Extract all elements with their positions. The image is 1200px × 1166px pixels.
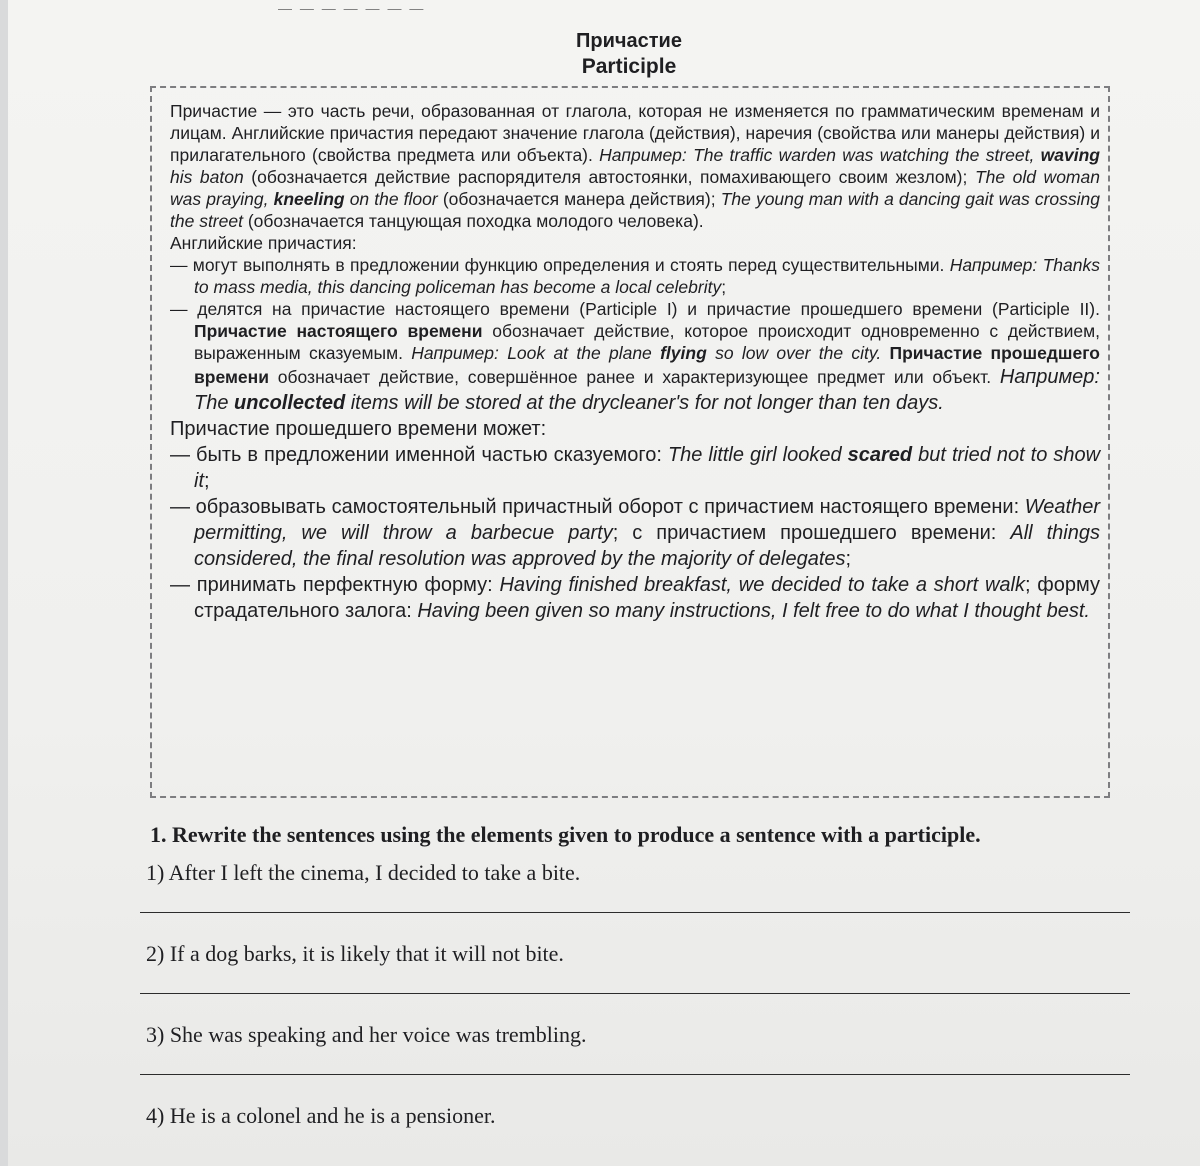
list-item-types: — делятся на причастие настоящего времени (Participle I) и причастие прошедшего времени (Participle II). Причастие настоящего времени обозначает действие, которое происходит одновременно с действием, выраженным сказуемым. Например: Look at the plane flying so low over the city. Причастие прошедшего времени обозначает действие, совершённое ранее и характеризующее предмет или объект. Например: The uncollected items will be stored at the drycleaner's for not longer than ten days.	[170, 299, 1100, 414]
exercise-item-3: 3) She was speaking and her voice was trembling.	[146, 1022, 587, 1047]
cut-off-header-text: — — — — — — —	[278, 0, 426, 16]
list-item-absolute: — образовывать самостоятельный причастный оборот с причастием настоящего времени: Weather permitting, we will throw a barbecue party; с причастием прошедшего времени: All things considered, the final resolution was approved by the majority of delegates;	[170, 496, 1100, 570]
page-title-en: Participle	[581, 55, 677, 78]
list-item-perfect: — принимать перфектную форму: Having finished breakfast, we decided to take a short walk; форму страдательного залога: Having been given so many instructions, I felt free to do what I thought best.	[170, 574, 1100, 622]
exercise-item-2: 2) If a dog barks, it is likely that it will not bite.	[146, 941, 564, 966]
answer-line-3[interactable]	[140, 1050, 1130, 1075]
participles-heading: Английские причастия:	[170, 233, 357, 253]
list-item-predicate: — быть в предложении именной частью сказуемого: The little girl looked scared but tried not to show it;	[170, 444, 1101, 492]
exercise-section	[140, 822, 1130, 1131]
exercise-item-1: 1) After I left the cinema, I decided to take a bite.	[146, 860, 581, 885]
list-item-attribute: — могут выполнять в предложении функцию определения и стоять перед существительными. Например: Thanks to mass media, this dancing policeman has become a local celebrity;	[170, 255, 1100, 297]
answer-line-2[interactable]	[140, 969, 1130, 994]
answer-line-1[interactable]	[140, 888, 1130, 913]
exercise-item-4: 4) He is a colonel and he is a pensioner.	[146, 1103, 496, 1128]
theory-text	[170, 100, 1100, 624]
intro-paragraph: Причастие — это часть речи, образованная от глагола, которая не изменяется по грамматическим временам и лицам. Английские причастия передают значение глагола (действия), наречия (свойства или манеры действия) и прилагательного (свойства предмета или объекта). Например: The traffic warden was watching the street, waving his baton (обозначается действие распорядителя автостоянки, помахивающего своим жезлом); The old woman was praying, kneeling on the floor (обозначается манера действия); The young man with a dancing gait was crossing the street (обозначается танцующая походка молодого человека).	[170, 101, 1101, 231]
title-block	[8, 30, 1200, 79]
page-title-ru: Причастие	[576, 30, 682, 52]
exercise-title: 1. Rewrite the sentences using the elements given to produce a sentence with a participle.	[150, 822, 981, 847]
past-participle-heading: Причастие прошедшего времени может:	[170, 418, 547, 440]
